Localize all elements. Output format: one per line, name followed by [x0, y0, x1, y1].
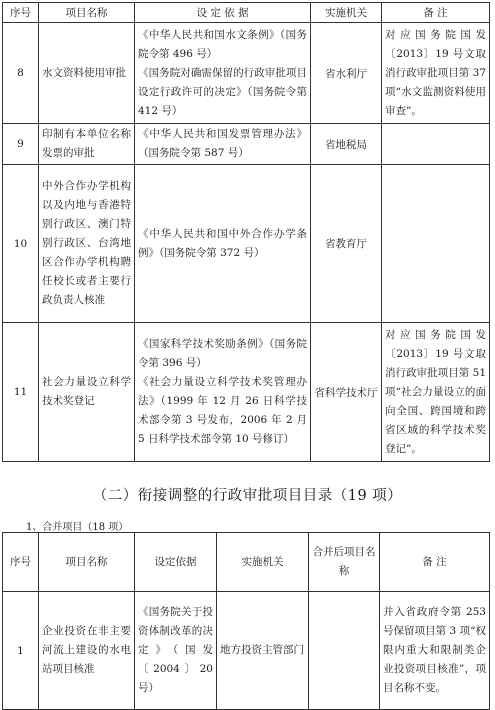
legal-basis: 《中华人民共和国水文条例》（国务院令第 496 号） 《国务院对确需保留的行政审批项目设定行政许可的决定》（国务院令第 412 号）: [135, 23, 311, 124]
item-name: 社会力量设立科学技术奖登记: [39, 323, 135, 462]
legal-basis: 《国家科学技术奖励条例》（国务院令第 396 号） 《社会力量设立科学技术奖管理办法》（1999 年 12 月 26 日科学技术部令第 3 号发布，2006 年 2 月 5 日科学技术部令第 10 号修订）: [135, 323, 311, 462]
table-row: [3, 323, 490, 462]
item-name: 中外合作办学机构以及内地与香港特别行政区、澳门特别行政区、台湾地区合作办学机构聘任校长或者主要行政负责人核准: [39, 165, 135, 323]
col-header-name: 项目名称: [39, 533, 135, 592]
col-header-basis: 设 定 依 据: [135, 3, 311, 23]
legal-basis: 《国务院关于投资体制改革的决定》（国发〔2004〕20 号）: [135, 592, 217, 710]
row-number: 11: [3, 323, 39, 462]
remark: 并入省政府令第 253 号保留项目第 3 项“权限内重大和限制类企业投资项目核准”，项目名称不变。: [380, 592, 490, 710]
legal-basis: 《中华人民共和国中外合作办学条例》（国务院令第 372 号）: [135, 165, 311, 323]
col-header-merged-name: 合并后项目名 称: [309, 533, 380, 592]
table-header-row: [3, 3, 490, 23]
row-number: 10: [3, 165, 39, 323]
agency: 省地税局: [311, 124, 382, 165]
remark: 对应国务院国发〔2013〕19 号文取消行政审批项目第 51 项“社会力量设立的面向全国、跨国境和跨省区域的科学技术奖登记”。: [382, 323, 490, 462]
table-row: [3, 592, 490, 710]
item-name: 企业投资在非主要河流上建设的水电站项目核准: [39, 592, 135, 710]
row-number: 8: [3, 23, 39, 124]
row-number: 9: [3, 124, 39, 165]
table-row: [3, 124, 490, 165]
agency: 省教育厅: [311, 165, 382, 323]
remark: [382, 165, 490, 323]
approval-items-table-merged: [2, 532, 490, 710]
legal-basis: 《中华人民共和国发票管理办法》（国务院令第 587 号）: [135, 124, 311, 165]
col-header-basis: 设定依据: [135, 533, 217, 592]
merged-item-name: [309, 592, 380, 710]
col-header-no: 序号: [3, 3, 39, 23]
remark: 对应国务院国发〔2013〕19 号文取消行政审批项目第 37 项“水文监测资料使用审查”。: [382, 23, 490, 124]
agency: 地方投资主管部门: [217, 592, 309, 710]
approval-items-table-cancelled: [2, 2, 490, 462]
table-header-row: [3, 533, 490, 592]
row-number: 1: [3, 592, 39, 710]
agency: 省科学技术厅: [311, 323, 382, 462]
col-header-name: 项目名称: [39, 3, 135, 23]
table-row: [3, 23, 490, 124]
agency: 省水利厅: [311, 23, 382, 124]
table-row: [3, 165, 490, 323]
section-title: （二）衔接调整的行政审批项目目录（19 项）: [92, 488, 403, 504]
col-header-note: 备 注: [382, 3, 490, 23]
col-header-agency: 实施机关: [217, 533, 309, 592]
col-header-agency: 实施机关: [311, 3, 382, 23]
col-header-no: 序号: [3, 533, 39, 592]
item-name: 水文资料使用审批: [39, 23, 135, 124]
col-header-note: 备 注: [380, 533, 490, 592]
item-name: 印制有本单位名称发票的审批: [39, 124, 135, 165]
remark: [382, 124, 490, 165]
subsection-title: 1、合并项目（18 项）: [26, 522, 129, 533]
